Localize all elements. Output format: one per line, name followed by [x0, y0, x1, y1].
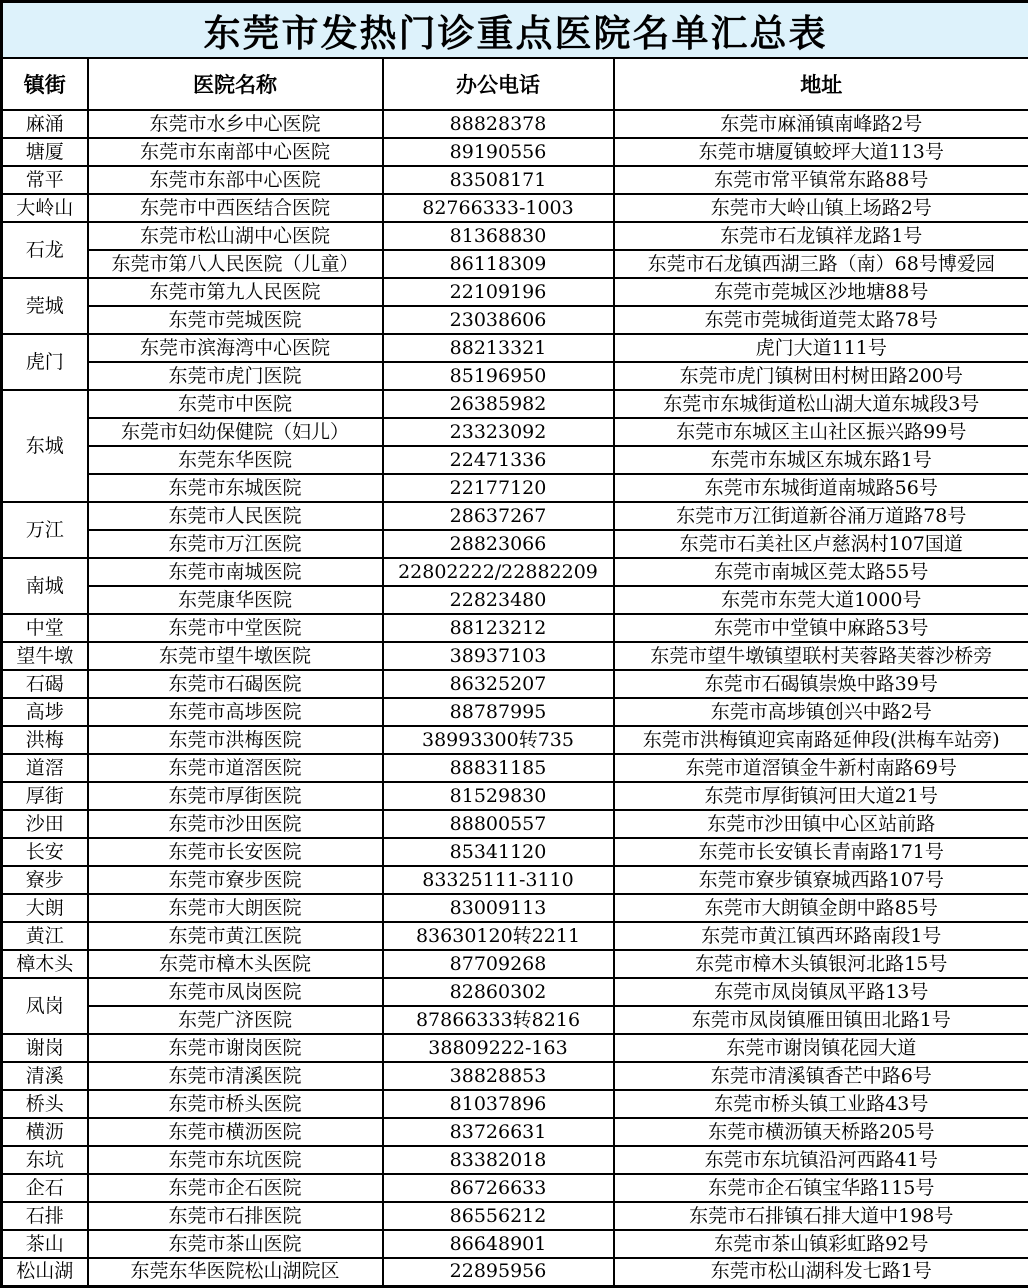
hospital-name-cell: 东莞市清溪医院 — [88, 1062, 383, 1090]
hospital-name-cell: 东莞市洪梅医院 — [88, 726, 383, 754]
column-header-phone: 办公电话 — [383, 58, 614, 110]
hospital-name-cell: 东莞广济医院 — [88, 1006, 383, 1034]
address-cell: 东莞市长安镇长青南路171号 — [614, 838, 1028, 866]
phone-cell: 38993300转735 — [383, 726, 614, 754]
hospital-name-cell: 东莞市桥头医院 — [88, 1090, 383, 1118]
table-row — [2, 222, 1028, 250]
phone-cell: 22895956 — [383, 1258, 614, 1286]
phone-cell: 83726631 — [383, 1118, 614, 1146]
hospital-name-cell: 东莞市滨海湾中心医院 — [88, 334, 383, 362]
phone-cell: 81529830 — [383, 782, 614, 810]
table-row — [2, 110, 1028, 138]
town-cell: 厚街 — [2, 782, 88, 810]
phone-cell: 89190556 — [383, 138, 614, 166]
phone-cell: 83382018 — [383, 1146, 614, 1174]
hospital-name-cell: 东莞市大朗医院 — [88, 894, 383, 922]
hospital-name-cell: 东莞市横沥医院 — [88, 1118, 383, 1146]
address-cell: 东莞市樟木头镇银河北路15号 — [614, 950, 1028, 978]
table-row — [2, 586, 1028, 614]
table-row — [2, 418, 1028, 446]
phone-cell: 81368830 — [383, 222, 614, 250]
hospital-name-cell: 东莞市第八人民医院（儿童） — [88, 250, 383, 278]
table-row — [2, 166, 1028, 194]
town-cell: 清溪 — [2, 1062, 88, 1090]
hospital-name-cell: 东莞市东部中心医院 — [88, 166, 383, 194]
town-cell: 石碣 — [2, 670, 88, 698]
table-row — [2, 446, 1028, 474]
address-cell: 东莞市松山湖科发七路1号 — [614, 1258, 1028, 1286]
address-cell: 东莞市东城区主山社区振兴路99号 — [614, 418, 1028, 446]
hospital-name-cell: 东莞市东城医院 — [88, 474, 383, 502]
address-cell: 东莞市茶山镇彩虹路92号 — [614, 1230, 1028, 1258]
town-cell: 松山湖 — [2, 1258, 88, 1286]
hospital-name-cell: 东莞市道滘医院 — [88, 754, 383, 782]
phone-cell: 38828853 — [383, 1062, 614, 1090]
town-cell: 大朗 — [2, 894, 88, 922]
hospital-name-cell: 东莞市石排医院 — [88, 1202, 383, 1230]
hospital-name-cell: 东莞市长安医院 — [88, 838, 383, 866]
column-header-address: 地址 — [614, 58, 1028, 110]
phone-cell: 87709268 — [383, 950, 614, 978]
hospital-name-cell: 东莞市万江医院 — [88, 530, 383, 558]
phone-cell: 22177120 — [383, 474, 614, 502]
hospital-table-body — [2, 110, 1028, 1286]
address-cell: 东莞市南城区莞太路55号 — [614, 558, 1028, 586]
town-cell: 中堂 — [2, 614, 88, 642]
hospital-name-cell: 东莞市凤岗医院 — [88, 978, 383, 1006]
table-row — [2, 1062, 1028, 1090]
address-cell: 东莞市凤岗镇凤平路13号 — [614, 978, 1028, 1006]
phone-cell: 86325207 — [383, 670, 614, 698]
address-cell: 东莞市凤岗镇雁田镇田北路1号 — [614, 1006, 1028, 1034]
address-cell: 东莞市常平镇常东路88号 — [614, 166, 1028, 194]
table-row — [2, 894, 1028, 922]
town-cell: 沙田 — [2, 810, 88, 838]
town-cell: 虎门 — [2, 334, 88, 390]
town-cell: 石龙 — [2, 222, 88, 278]
address-cell: 东莞市东莞大道1000号 — [614, 586, 1028, 614]
phone-cell: 83009113 — [383, 894, 614, 922]
address-cell: 东莞市万江街道新谷涌万道路78号 — [614, 502, 1028, 530]
hospital-name-cell: 东莞市寮步医院 — [88, 866, 383, 894]
table-header-row — [2, 58, 1028, 110]
table-row — [2, 334, 1028, 362]
table-row — [2, 614, 1028, 642]
hospital-name-cell: 东莞市厚街医院 — [88, 782, 383, 810]
address-cell: 东莞市桥头镇工业路43号 — [614, 1090, 1028, 1118]
town-cell: 横沥 — [2, 1118, 88, 1146]
phone-cell: 88800557 — [383, 810, 614, 838]
town-cell: 桥头 — [2, 1090, 88, 1118]
address-cell: 东莞市谢岗镇花园大道 — [614, 1034, 1028, 1062]
hospital-name-cell: 东莞市中医院 — [88, 390, 383, 418]
hospital-name-cell: 东莞康华医院 — [88, 586, 383, 614]
hospital-name-cell: 东莞东华医院 — [88, 446, 383, 474]
phone-cell: 88123212 — [383, 614, 614, 642]
address-cell: 东莞市洪梅镇迎宾南路延伸段(洪梅车站旁) — [614, 726, 1028, 754]
table-row — [2, 306, 1028, 334]
address-cell: 东莞市石美社区卢慈涡村107国道 — [614, 530, 1028, 558]
hospital-name-cell: 东莞市沙田医院 — [88, 810, 383, 838]
phone-cell: 88787995 — [383, 698, 614, 726]
address-cell: 东莞市企石镇宝华路115号 — [614, 1174, 1028, 1202]
hospital-name-cell: 东莞市樟木头医院 — [88, 950, 383, 978]
address-cell: 东莞市石碣镇崇焕中路39号 — [614, 670, 1028, 698]
phone-cell: 28637267 — [383, 502, 614, 530]
address-cell: 东莞市东城区东城东路1号 — [614, 446, 1028, 474]
phone-cell: 86118309 — [383, 250, 614, 278]
town-cell: 石排 — [2, 1202, 88, 1230]
table-row — [2, 1202, 1028, 1230]
town-cell: 望牛墩 — [2, 642, 88, 670]
hospital-name-cell: 东莞市中西医结合医院 — [88, 194, 383, 222]
address-cell: 东莞市沙田镇中心区站前路 — [614, 810, 1028, 838]
phone-cell: 38809222-163 — [383, 1034, 614, 1062]
table-row — [2, 390, 1028, 418]
phone-cell: 85341120 — [383, 838, 614, 866]
address-cell: 东莞市寮步镇寮城西路107号 — [614, 866, 1028, 894]
address-cell: 东莞市厚街镇河田大道21号 — [614, 782, 1028, 810]
address-cell: 东莞市石龙镇西湖三路（南）68号博爱园 — [614, 250, 1028, 278]
table-row — [2, 698, 1028, 726]
hospital-name-cell: 东莞市东坑医院 — [88, 1146, 383, 1174]
address-cell: 东莞市塘厦镇蛟坪大道113号 — [614, 138, 1028, 166]
hospital-name-cell: 东莞东华医院松山湖院区 — [88, 1258, 383, 1286]
town-cell: 高埗 — [2, 698, 88, 726]
address-cell: 东莞市横沥镇天桥路205号 — [614, 1118, 1028, 1146]
table-row — [2, 474, 1028, 502]
hospital-name-cell: 东莞市黄江医院 — [88, 922, 383, 950]
hospital-name-cell: 东莞市虎门医院 — [88, 362, 383, 390]
hospital-name-cell: 东莞市谢岗医院 — [88, 1034, 383, 1062]
hospital-name-cell: 东莞市人民医院 — [88, 502, 383, 530]
town-cell: 洪梅 — [2, 726, 88, 754]
table-row — [2, 670, 1028, 698]
hospital-name-cell: 东莞市茶山医院 — [88, 1230, 383, 1258]
phone-cell: 28823066 — [383, 530, 614, 558]
phone-cell: 88831185 — [383, 754, 614, 782]
town-cell: 谢岗 — [2, 1034, 88, 1062]
page-title: 东莞市发热门诊重点医院名单汇总表 — [2, 2, 1028, 59]
address-cell: 东莞市黄江镇西环路南段1号 — [614, 922, 1028, 950]
address-cell: 东莞市中堂镇中麻路53号 — [614, 614, 1028, 642]
table-row — [2, 558, 1028, 586]
town-cell: 寮步 — [2, 866, 88, 894]
address-cell: 东莞市石排镇石排大道中198号 — [614, 1202, 1028, 1230]
phone-cell: 22823480 — [383, 586, 614, 614]
table-title-row — [2, 2, 1028, 59]
table-row — [2, 1258, 1028, 1286]
phone-cell: 83325111-3110 — [383, 866, 614, 894]
phone-cell: 86726633 — [383, 1174, 614, 1202]
hospital-name-cell: 东莞市中堂医院 — [88, 614, 383, 642]
town-cell: 黄江 — [2, 922, 88, 950]
table-row — [2, 782, 1028, 810]
phone-cell: 86556212 — [383, 1202, 614, 1230]
hospital-name-cell: 东莞市望牛墩医院 — [88, 642, 383, 670]
address-cell: 东莞市东城街道南城路56号 — [614, 474, 1028, 502]
table-row — [2, 1034, 1028, 1062]
town-cell: 茶山 — [2, 1230, 88, 1258]
town-cell: 凤岗 — [2, 978, 88, 1034]
hospital-name-cell: 东莞市松山湖中心医院 — [88, 222, 383, 250]
town-cell: 南城 — [2, 558, 88, 614]
table-row — [2, 530, 1028, 558]
table-row — [2, 838, 1028, 866]
hospital-name-cell: 东莞市东南部中心医院 — [88, 138, 383, 166]
address-cell: 东莞市高埗镇创兴中路2号 — [614, 698, 1028, 726]
address-cell: 东莞市清溪镇香芒中路6号 — [614, 1062, 1028, 1090]
town-cell: 樟木头 — [2, 950, 88, 978]
phone-cell: 23038606 — [383, 306, 614, 334]
address-cell: 东莞市望牛墩镇望联村芙蓉路芙蓉沙桥旁 — [614, 642, 1028, 670]
address-cell: 东莞市莞城街道莞太路78号 — [614, 306, 1028, 334]
table-row — [2, 194, 1028, 222]
column-header-town: 镇街 — [2, 58, 88, 110]
table-row — [2, 754, 1028, 782]
address-cell: 东莞市莞城区沙地塘88号 — [614, 278, 1028, 306]
phone-cell: 26385982 — [383, 390, 614, 418]
table-row — [2, 950, 1028, 978]
address-cell: 虎门大道111号 — [614, 334, 1028, 362]
phone-cell: 22471336 — [383, 446, 614, 474]
table-row — [2, 922, 1028, 950]
table-row — [2, 250, 1028, 278]
town-cell: 麻涌 — [2, 110, 88, 138]
table-row — [2, 1118, 1028, 1146]
table-row — [2, 1090, 1028, 1118]
hospital-name-cell: 东莞市妇幼保健院（妇儿） — [88, 418, 383, 446]
address-cell: 东莞市大朗镇金朗中路85号 — [614, 894, 1028, 922]
address-cell: 东莞市虎门镇树田村树田路200号 — [614, 362, 1028, 390]
town-cell: 企石 — [2, 1174, 88, 1202]
town-cell: 万江 — [2, 502, 88, 558]
phone-cell: 86648901 — [383, 1230, 614, 1258]
town-cell: 大岭山 — [2, 194, 88, 222]
phone-cell: 82860302 — [383, 978, 614, 1006]
address-cell: 东莞市石龙镇祥龙路1号 — [614, 222, 1028, 250]
phone-cell: 87866333转8216 — [383, 1006, 614, 1034]
address-cell: 东莞市道滘镇金牛新村南路69号 — [614, 754, 1028, 782]
hospital-name-cell: 东莞市莞城医院 — [88, 306, 383, 334]
phone-cell: 23323092 — [383, 418, 614, 446]
phone-cell: 81037896 — [383, 1090, 614, 1118]
phone-cell: 22109196 — [383, 278, 614, 306]
table-row — [2, 278, 1028, 306]
address-cell: 东莞市麻涌镇南峰路2号 — [614, 110, 1028, 138]
hospital-name-cell: 东莞市水乡中心医院 — [88, 110, 383, 138]
town-cell: 东坑 — [2, 1146, 88, 1174]
phone-cell: 85196950 — [383, 362, 614, 390]
table-row — [2, 866, 1028, 894]
table-row — [2, 642, 1028, 670]
town-cell: 莞城 — [2, 278, 88, 334]
address-cell: 东莞市东城街道松山湖大道东城段3号 — [614, 390, 1028, 418]
table-row — [2, 726, 1028, 754]
phone-cell: 83630120转2211 — [383, 922, 614, 950]
phone-cell: 38937103 — [383, 642, 614, 670]
address-cell: 东莞市大岭山镇上场路2号 — [614, 194, 1028, 222]
table-row — [2, 1006, 1028, 1034]
phone-cell: 88828378 — [383, 110, 614, 138]
town-cell: 塘厦 — [2, 138, 88, 166]
table-row — [2, 1230, 1028, 1258]
town-cell: 东城 — [2, 390, 88, 502]
town-cell: 常平 — [2, 166, 88, 194]
table-row — [2, 810, 1028, 838]
column-header-hospital-name: 医院名称 — [88, 58, 383, 110]
hospital-name-cell: 东莞市第九人民医院 — [88, 278, 383, 306]
hospital-name-cell: 东莞市企石医院 — [88, 1174, 383, 1202]
hospital-name-cell: 东莞市南城医院 — [88, 558, 383, 586]
address-cell: 东莞市东坑镇沿河西路41号 — [614, 1146, 1028, 1174]
table-row — [2, 138, 1028, 166]
phone-cell: 88213321 — [383, 334, 614, 362]
town-cell: 长安 — [2, 838, 88, 866]
table-row — [2, 1146, 1028, 1174]
table-row — [2, 362, 1028, 390]
phone-cell: 83508171 — [383, 166, 614, 194]
table-row — [2, 978, 1028, 1006]
phone-cell: 82766333-1003 — [383, 194, 614, 222]
phone-cell: 22802222/22882209 — [383, 558, 614, 586]
table-row — [2, 1174, 1028, 1202]
table-row — [2, 502, 1028, 530]
hospital-name-cell: 东莞市石碣医院 — [88, 670, 383, 698]
town-cell: 道滘 — [2, 754, 88, 782]
hospital-name-cell: 东莞市高埗医院 — [88, 698, 383, 726]
